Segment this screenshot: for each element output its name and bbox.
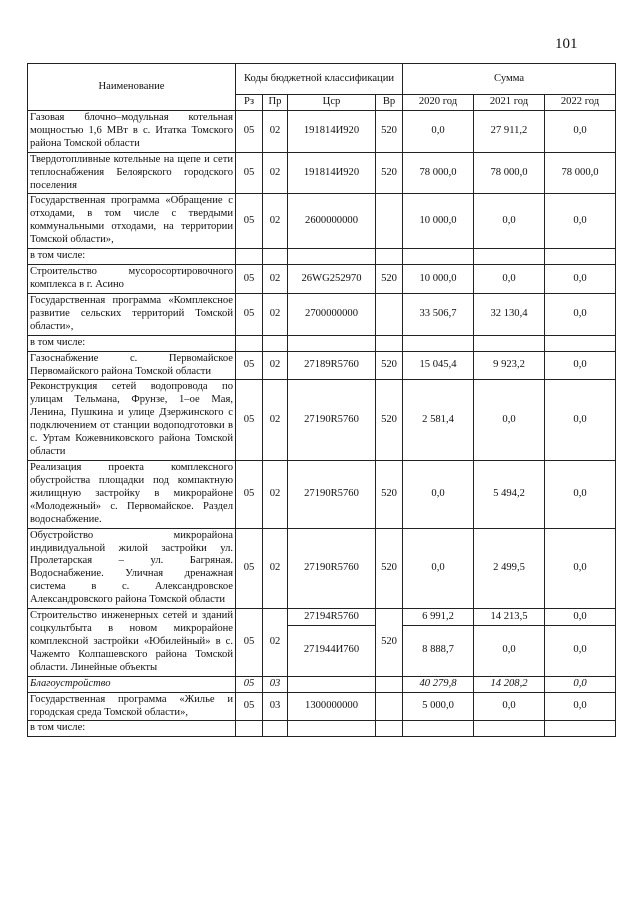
row-name: Обустройство микрорайона индивидуальной жилой застройки ул. Пролетарская – ул. Багряная. Водоснабжение. Уличная дренажная система в с. Александровское Александровского района Томской области: [28, 528, 236, 609]
row-2021: 9 923,2: [474, 351, 545, 380]
row-2020: 2 581,4: [403, 380, 474, 461]
row-vr: 520: [376, 152, 403, 194]
row-pr: 02: [263, 460, 288, 528]
table-row: [28, 110, 616, 152]
header-name: Наименование: [28, 64, 236, 111]
row-csr: 27190R5760: [288, 528, 376, 609]
row-vr: 520: [376, 380, 403, 461]
row-pr: 02: [263, 110, 288, 152]
table-row-section: [28, 676, 616, 692]
row-pr: 02: [263, 265, 288, 294]
row-2021: 0,0: [474, 194, 545, 249]
row-2021: 14 208,2: [474, 676, 545, 692]
row-vr: 520: [376, 351, 403, 380]
row-2022: 0,0: [545, 293, 616, 335]
row-name: Государственная программа «Комплексное развитие сельских территорий Томской области»,: [28, 293, 236, 335]
table-row: [28, 351, 616, 380]
row-pr: 02: [263, 194, 288, 249]
row-2022: 78 000,0: [545, 152, 616, 194]
table-row: [28, 460, 616, 528]
row-name: Реконструкция сетей водопровода по улицам Тельмана, Фрунзе, 1–ое Мая, Ленина, Пушкина и улице Дзержинского с подключением от станции водоподготовки в с. Уртам Кожевниковского района Томской области: [28, 380, 236, 461]
row-2022: 0,0: [545, 265, 616, 294]
row-2022: 0,0: [545, 460, 616, 528]
row-rz: 05: [236, 152, 263, 194]
table-row-program: [28, 692, 616, 721]
row-csr: 27190R5760: [288, 460, 376, 528]
budget-table: [27, 63, 616, 737]
table-row: [28, 380, 616, 461]
header-sum: Сумма: [403, 64, 616, 95]
row-name: Газоснабжение с. Первомайское Первомайского района Томской области: [28, 351, 236, 380]
table-row-subheading: [28, 335, 616, 351]
row-2022: 0,0: [545, 626, 616, 677]
row-pr: 02: [263, 380, 288, 461]
row-rz: 05: [236, 351, 263, 380]
table-row-program: [28, 194, 616, 249]
row-rz: 05: [236, 528, 263, 609]
row-pr: 02: [263, 609, 288, 677]
row-csr: 271944И760: [288, 626, 376, 677]
row-csr: 191814И920: [288, 152, 376, 194]
row-2022: 0,0: [545, 528, 616, 609]
row-csr: 2700000000: [288, 293, 376, 335]
row-2021: 32 130,4: [474, 293, 545, 335]
row-rz: 05: [236, 380, 263, 461]
table-row: [28, 152, 616, 194]
row-2020: 0,0: [403, 110, 474, 152]
table-row-subheading: [28, 721, 616, 737]
row-name: Твердотопливные котельные на щепе и сети теплоснабжения Белоярского городского поселения: [28, 152, 236, 194]
row-vr: 520: [376, 110, 403, 152]
row-2021: 27 911,2: [474, 110, 545, 152]
row-rz: 05: [236, 692, 263, 721]
table-row: [28, 265, 616, 294]
row-csr: 27194R5760: [288, 609, 376, 626]
row-name: Благоустройство: [28, 676, 236, 692]
row-2022: 0,0: [545, 351, 616, 380]
row-rz: 05: [236, 194, 263, 249]
row-pr: 02: [263, 293, 288, 335]
row-vr: [376, 194, 403, 249]
row-csr: 27190R5760: [288, 380, 376, 461]
row-2022: 0,0: [545, 380, 616, 461]
row-2022: 0,0: [545, 692, 616, 721]
table-row: [28, 609, 616, 626]
row-name: Газовая блочно–модульная котельная мощностью 1,6 МВт в с. Итатка Томского района Томской области: [28, 110, 236, 152]
row-csr: 27189R5760: [288, 351, 376, 380]
row-pr: 02: [263, 152, 288, 194]
row-2021: 5 494,2: [474, 460, 545, 528]
row-rz: 05: [236, 293, 263, 335]
row-2021: 0,0: [474, 380, 545, 461]
row-pr: 02: [263, 351, 288, 380]
row-csr: 2600000000: [288, 194, 376, 249]
row-pr: 03: [263, 676, 288, 692]
row-2022: 0,0: [545, 194, 616, 249]
row-csr: 191814И920: [288, 110, 376, 152]
row-2020: 33 506,7: [403, 293, 474, 335]
row-name: Реализация проекта комплексного обустройства площадки под компактную жилищную застройку в микрорайоне «Молодежный» с. Первомайское. Раздел водоснабжение.: [28, 460, 236, 528]
row-csr: [288, 676, 376, 692]
row-2020: 0,0: [403, 460, 474, 528]
row-name: Государственная программа «Жилье и городская среда Томской области»,: [28, 692, 236, 721]
row-2021: 14 213,5: [474, 609, 545, 626]
row-2020: 8 888,7: [403, 626, 474, 677]
row-rz: 05: [236, 460, 263, 528]
row-name: в том числе:: [28, 721, 236, 737]
row-2021: 78 000,0: [474, 152, 545, 194]
row-2022: 0,0: [545, 110, 616, 152]
table-row-subheading: [28, 249, 616, 265]
row-name: Строительство инженерных сетей и зданий соцкультбыта в новом микрорайоне комплексной застройки «Юбилейный» в с. Чажемто Колпашевского района Томской области. Линейные объекты: [28, 609, 236, 677]
row-rz: 05: [236, 609, 263, 677]
row-csr: 26WG252970: [288, 265, 376, 294]
header-csr: Цср: [288, 95, 376, 111]
row-name: в том числе:: [28, 335, 236, 351]
header-2020: 2020 год: [403, 95, 474, 111]
row-rz: 05: [236, 676, 263, 692]
row-vr: 520: [376, 265, 403, 294]
row-name: Государственная программа «Обращение с отходами, в том числе с твердыми коммунальными отходами, на территории Томской области»,: [28, 194, 236, 249]
row-vr: [376, 676, 403, 692]
row-rz: 05: [236, 110, 263, 152]
row-vr: 520: [376, 460, 403, 528]
row-2020: 10 000,0: [403, 194, 474, 249]
row-vr: [376, 293, 403, 335]
row-2021: 2 499,5: [474, 528, 545, 609]
row-pr: 02: [263, 528, 288, 609]
row-2020: 6 991,2: [403, 609, 474, 626]
table-row-program: [28, 293, 616, 335]
header-2021: 2021 год: [474, 95, 545, 111]
table-row: [28, 528, 616, 609]
row-2022: 0,0: [545, 676, 616, 692]
row-2021: 0,0: [474, 265, 545, 294]
row-name: Строительство мусоросортировочного комплекса в г. Асино: [28, 265, 236, 294]
row-vr: [376, 692, 403, 721]
page-number: 101: [555, 36, 578, 52]
row-2021: 0,0: [474, 626, 545, 677]
header-codes: Коды бюджетной классификации: [236, 64, 403, 95]
row-2020: 15 045,4: [403, 351, 474, 380]
row-2022: 0,0: [545, 609, 616, 626]
row-2021: 0,0: [474, 692, 545, 721]
header-2022: 2022 год: [545, 95, 616, 111]
row-2020: 5 000,0: [403, 692, 474, 721]
header-rz: Рз: [236, 95, 263, 111]
row-2020: 78 000,0: [403, 152, 474, 194]
header-vr: Вр: [376, 95, 403, 111]
row-2020: 40 279,8: [403, 676, 474, 692]
row-csr: 1300000000: [288, 692, 376, 721]
row-name: в том числе:: [28, 249, 236, 265]
row-pr: 03: [263, 692, 288, 721]
row-rz: 05: [236, 265, 263, 294]
row-2020: 0,0: [403, 528, 474, 609]
row-vr: 520: [376, 528, 403, 609]
row-2020: 10 000,0: [403, 265, 474, 294]
header-pr: Пр: [263, 95, 288, 111]
row-vr: 520: [376, 609, 403, 677]
